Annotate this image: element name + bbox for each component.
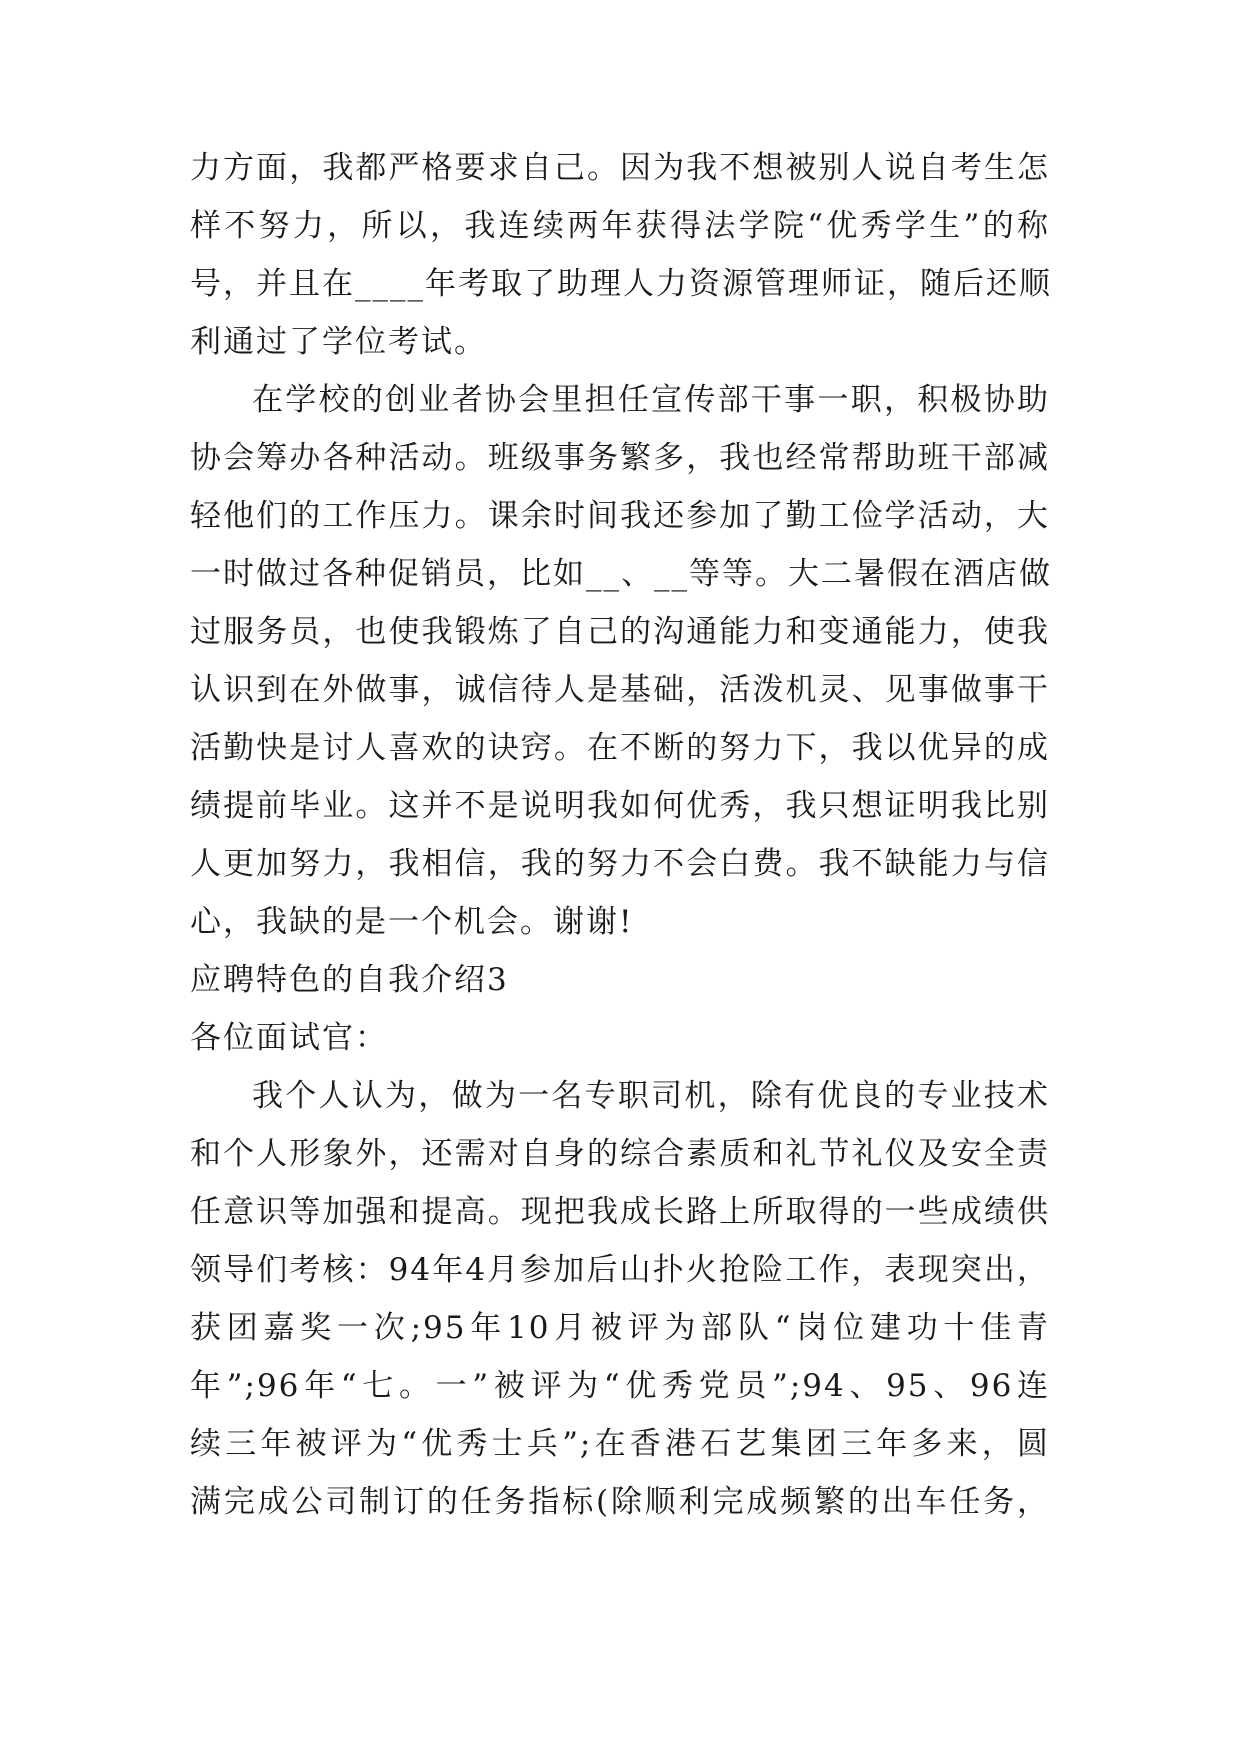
paragraph-line: 样不努力，所以，我连续两年获得法学院“优秀学生”的称 [190, 208, 1050, 244]
paragraph-line: 在学校的创业者协会里担任宣传部干事一职，积极协助 [252, 382, 1050, 418]
paragraph-line: 人更加努力，我相信，我的努力不会白费。我不缺能力与信 [190, 846, 1050, 882]
paragraph-line: 过服务员，也使我锻炼了自己的沟通能力和变通能力，使我 [190, 614, 1050, 650]
paragraph-line: 活勤快是讨人喜欢的诀窍。在不断的努力下，我以优异的成 [190, 730, 1050, 766]
paragraph-line: 力方面，我都严格要求自己。因为我不想被别人说自考生怎 [190, 150, 1050, 186]
paragraph-line: 和个人形象外，还需对自身的综合素质和礼节礼仪及安全责 [190, 1136, 1050, 1172]
paragraph-line: 满完成公司制订的任务指标(除顺利完成频繁的出车任务， [190, 1484, 1050, 1520]
salutation: 各位面试官： [190, 1020, 388, 1056]
section-heading: 应聘特色的自我介绍3 [190, 962, 509, 998]
paragraph-line: 利通过了学位考试。 [190, 324, 487, 360]
paragraph-line: 轻他们的工作压力。课余时间我还参加了勤工俭学活动，大 [190, 498, 1050, 534]
paragraph-line: 领导们考核：94年4月参加后山扑火抢险工作，表现突出， [190, 1252, 1050, 1288]
paragraph-line: 获团嘉奖一次;95年10月被评为部队“岗位建功十佳青 [190, 1310, 1050, 1346]
paragraph-line: 号，并且在____年考取了助理人力资源管理师证，随后还顺 [190, 266, 1052, 302]
paragraph-line: 一时做过各种促销员，比如__、__等等。大二暑假在酒店做 [190, 556, 1052, 592]
paragraph-line: 认识到在外做事，诚信待人是基础，活泼机灵、见事做事干 [190, 672, 1050, 708]
paragraph-line: 心，我缺的是一个机会。谢谢! [190, 904, 634, 940]
paragraph-line: 协会筹办各种活动。班级事务繁多，我也经常帮助班干部减 [190, 440, 1050, 476]
paragraph-line: 续三年被评为“优秀士兵”;在香港石艺集团三年多来，圆 [190, 1426, 1050, 1462]
paragraph-line: 任意识等加强和提高。现把我成长路上所取得的一些成绩供 [190, 1194, 1050, 1230]
paragraph-line: 我个人认为，做为一名专职司机，除有优良的专业技术 [252, 1078, 1050, 1114]
paragraph-line: 绩提前毕业。这并不是说明我如何优秀，我只想证明我比别 [190, 788, 1050, 824]
paragraph-line: 年”;96年“七。一”被评为“优秀党员”;94、95、96连 [190, 1368, 1050, 1404]
